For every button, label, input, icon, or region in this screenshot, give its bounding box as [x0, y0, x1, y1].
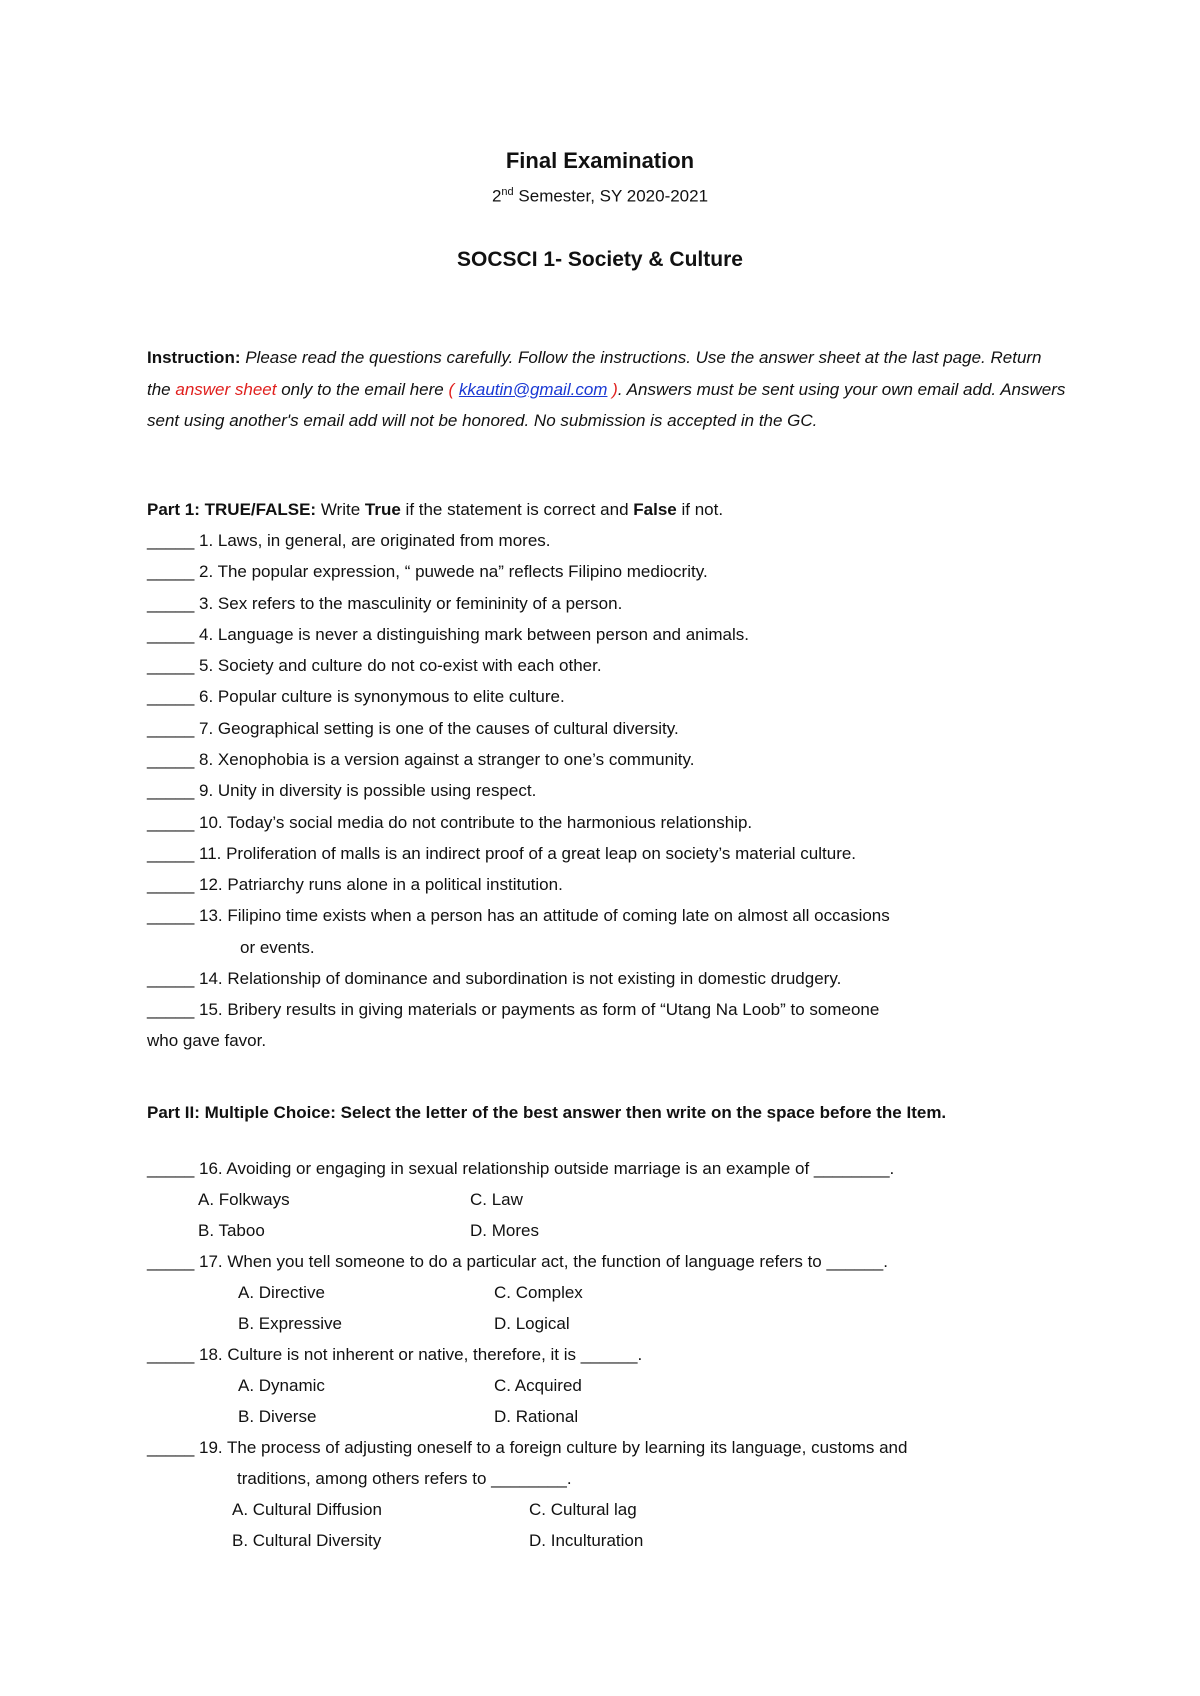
part1-text-1: Write: [316, 500, 365, 519]
tf-item-4: _____ 4. Language is never a distinguishing mark between person and animals.: [147, 625, 750, 644]
q17-option-b: B. Expressive: [238, 1314, 342, 1333]
paren-close: ): [607, 379, 618, 399]
course-title: SOCSCI 1- Society & Culture: [457, 248, 743, 271]
part2-heading: Part II: Multiple Choice: Select the letter of the best answer then write on the space before the Item.: [147, 1103, 947, 1122]
part1-text-3: if not.: [676, 500, 724, 519]
q16-option-b: B. Taboo: [198, 1221, 265, 1240]
tf-item-15: _____ 15. Bribery results in giving materials or payments as form of “Utang Na Loob” to someone: [147, 1000, 880, 1019]
semester-suffix: nd: [501, 186, 514, 198]
q17-option-a: A. Directive: [238, 1283, 325, 1302]
paren-open: (: [448, 379, 459, 399]
q19-option-c: C. Cultural lag: [529, 1500, 637, 1519]
tf-item-6: _____ 6. Popular culture is synonymous to elite culture.: [147, 687, 565, 706]
tf-item-13-cont: or events.: [240, 938, 315, 957]
tf-item-11: _____ 11. Proliferation of malls is an indirect proof of a great leap on society’s material culture.: [147, 844, 857, 863]
q16-option-c: C. Law: [470, 1190, 523, 1209]
tf-item-10: _____ 10. Today’s social media do not contribute to the harmonious relationship.: [147, 813, 753, 832]
tf-item-13: _____ 13. Filipino time exists when a person has an attitude of coming late on almost all occasions: [147, 906, 890, 925]
instruction-text-1: Please read the questions carefully. Follow the instructions. Use the answer sheet at the last page. Return the: [147, 348, 1042, 399]
email-link[interactable]: kkautin@gmail.com: [458, 379, 608, 399]
q17-option-c: C. Complex: [494, 1283, 583, 1302]
instruction-text-3: . Answers must be sent using your own email add. Answers sent using another's email add will not be honored. No submission is accepted in the GC.: [147, 379, 1066, 430]
part1-text-2: if the statement is correct and: [400, 500, 634, 519]
semester-number: 2: [491, 186, 502, 206]
mc-question-18: _____ 18. Culture is not inherent or native, therefore, it is ______.: [147, 1345, 643, 1364]
part1-heading: [147, 500, 723, 520]
tf-item-9: _____ 9. Unity in diversity is possible using respect.: [147, 781, 537, 800]
q19-option-d: D. Inculturation: [529, 1531, 644, 1550]
semester-line: [0, 186, 1200, 207]
q18-option-b: B. Diverse: [238, 1407, 317, 1426]
tf-item-8: _____ 8. Xenophobia is a version against a stranger to one’s community.: [147, 750, 695, 769]
answer-sheet-highlight: answer sheet: [175, 379, 277, 399]
tf-item-1: _____ 1. Laws, in general, are originated from mores.: [147, 531, 551, 550]
q16-option-d: D. Mores: [470, 1221, 539, 1240]
q18-option-d: D. Rational: [494, 1407, 579, 1426]
part1-true-word: True: [364, 500, 401, 519]
q19-option-a: A. Cultural Diffusion: [232, 1500, 382, 1519]
tf-item-5: _____ 5. Society and culture do not co-exist with each other.: [147, 656, 602, 675]
instruction-label: Instruction:: [147, 348, 241, 367]
tf-item-2: _____ 2. The popular expression, “ puwede na” reflects Filipino mediocrity.: [147, 562, 708, 581]
tf-item-3: _____ 3. Sex refers to the masculinity or femininity of a person.: [147, 594, 623, 613]
mc-question-16: _____ 16. Avoiding or engaging in sexual relationship outside marriage is an example of ________.: [147, 1159, 895, 1178]
mc-question-19: _____ 19. The process of adjusting oneself to a foreign culture by learning its language, customs and: [147, 1438, 908, 1457]
tf-item-12: _____ 12. Patriarchy runs alone in a political institution.: [147, 875, 563, 894]
q16-option-a: A. Folkways: [198, 1190, 290, 1209]
tf-item-7: _____ 7. Geographical setting is one of the causes of cultural diversity.: [147, 719, 679, 738]
mc-question-17: _____ 17. When you tell someone to do a particular act, the function of language refers to ______.: [147, 1252, 888, 1271]
exam-title: Final Examination: [505, 148, 695, 173]
part1-false-word: False: [633, 500, 677, 519]
instruction-paragraph: [147, 342, 1067, 437]
q18-option-c: C. Acquired: [494, 1376, 582, 1395]
q19-option-b: B. Cultural Diversity: [232, 1531, 382, 1550]
instruction-text-2: only to the email here: [276, 379, 449, 399]
q17-option-d: D. Logical: [494, 1314, 570, 1333]
tf-item-14: _____ 14. Relationship of dominance and subordination is not existing in domestic drudgery.: [147, 969, 842, 988]
part1-label: Part 1: TRUE/FALSE:: [147, 500, 317, 519]
q18-option-a: A. Dynamic: [238, 1376, 325, 1395]
mc-question-19-cont: traditions, among others refers to ________.: [237, 1469, 572, 1488]
tf-item-15-cont: who gave favor.: [147, 1031, 267, 1050]
semester-text: Semester, SY 2020-2021: [513, 186, 709, 206]
